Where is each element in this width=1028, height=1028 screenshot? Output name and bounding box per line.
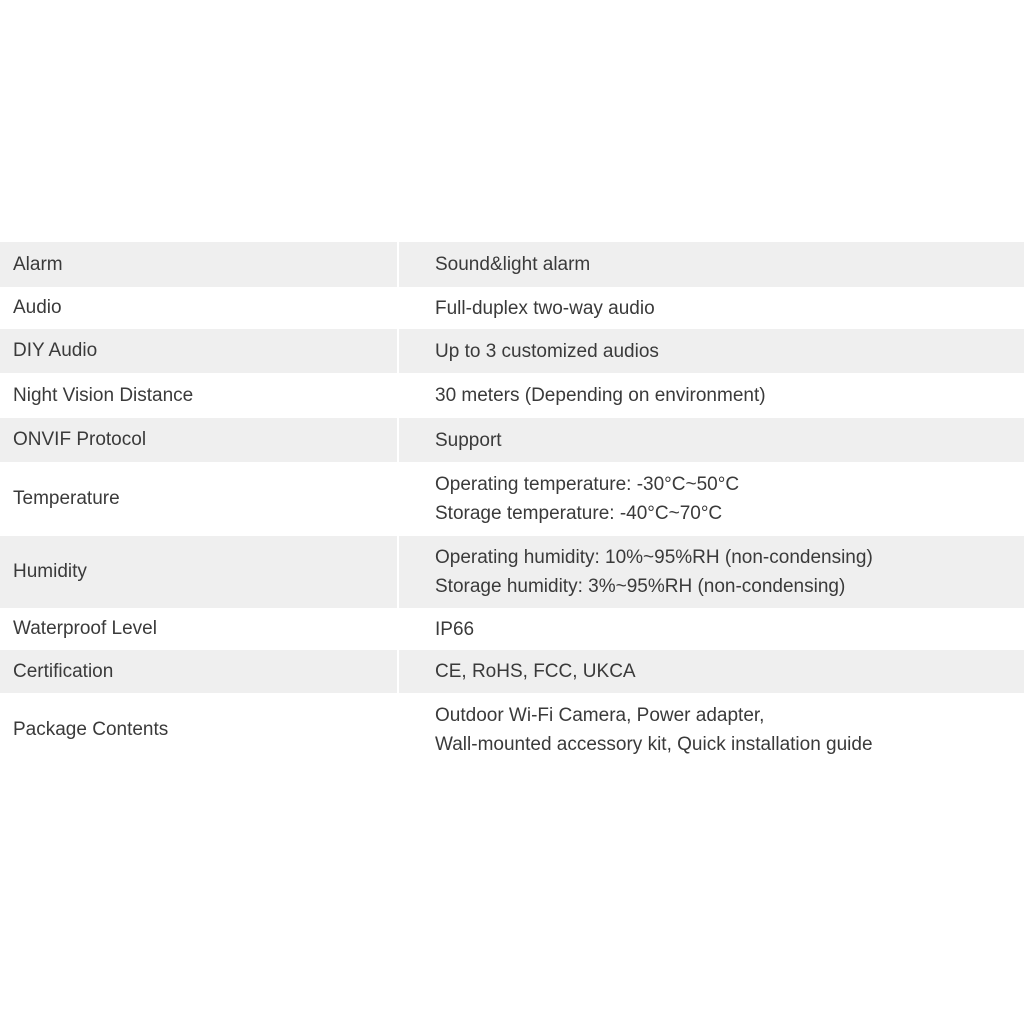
spec-value-line: Storage humidity: 3%~95%RH (non-condensing): [435, 576, 846, 597]
spec-value: [399, 470, 1024, 528]
spec-name: Waterproof Level: [0, 608, 399, 650]
spec-value: [399, 657, 1024, 686]
spec-value-line: Storage temperature: -40°C~70°C: [435, 503, 723, 524]
spec-row-package-contents: [0, 693, 1024, 767]
spec-value: [399, 426, 1024, 455]
spec-value-line: Sound&light alarm: [435, 254, 591, 275]
spec-value: [399, 701, 1024, 759]
spec-name: Package Contents: [0, 693, 399, 767]
spec-value: [399, 615, 1024, 644]
spec-name: Alarm: [0, 242, 399, 287]
spec-value-line: CE, RoHS, FCC, UKCA: [435, 661, 636, 682]
spec-value-line: Support: [435, 429, 502, 451]
spec-name: Audio: [0, 287, 399, 329]
spec-row-night-vision: [0, 373, 1024, 418]
spec-value: [399, 337, 1024, 366]
spec-value-line: Full-duplex two-way audio: [435, 297, 655, 319]
spec-name: Certification: [0, 650, 399, 693]
spec-value-line: Up to 3 customized audios: [435, 340, 659, 362]
spec-row-audio: [0, 287, 1024, 329]
spec-value-line: Operating humidity: 10%~95%RH (non-condensing): [435, 547, 873, 568]
spec-row-waterproof: [0, 608, 1024, 650]
spec-name: Night Vision Distance: [0, 373, 399, 418]
spec-row-certification: [0, 650, 1024, 693]
spec-value-line: Outdoor Wi-Fi Camera, Power adapter,: [435, 705, 765, 726]
spec-name: ONVIF Protocol: [0, 418, 399, 462]
spec-value: [399, 294, 1024, 323]
spec-value-line: 30 meters (Depending on environment): [435, 385, 766, 406]
spec-value-line: Wall-mounted accessory kit, Quick installation guide: [435, 734, 873, 755]
spec-name: DIY Audio: [0, 329, 399, 373]
spec-value-line: IP66: [435, 618, 475, 640]
spec-value-line: Operating temperature: -30°C~50°C: [435, 474, 740, 495]
spec-name: Temperature: [0, 462, 399, 536]
spec-value: [399, 381, 1024, 410]
spec-row-diy-audio: [0, 329, 1024, 373]
spec-row-alarm: [0, 242, 1024, 287]
spec-row-onvif: [0, 418, 1024, 462]
spec-row-temperature: [0, 462, 1024, 536]
spec-row-humidity: [0, 536, 1024, 608]
spec-table: [0, 242, 1024, 767]
spec-name: Humidity: [0, 536, 399, 608]
spec-value: [399, 543, 1024, 601]
spec-value: [399, 250, 1024, 279]
